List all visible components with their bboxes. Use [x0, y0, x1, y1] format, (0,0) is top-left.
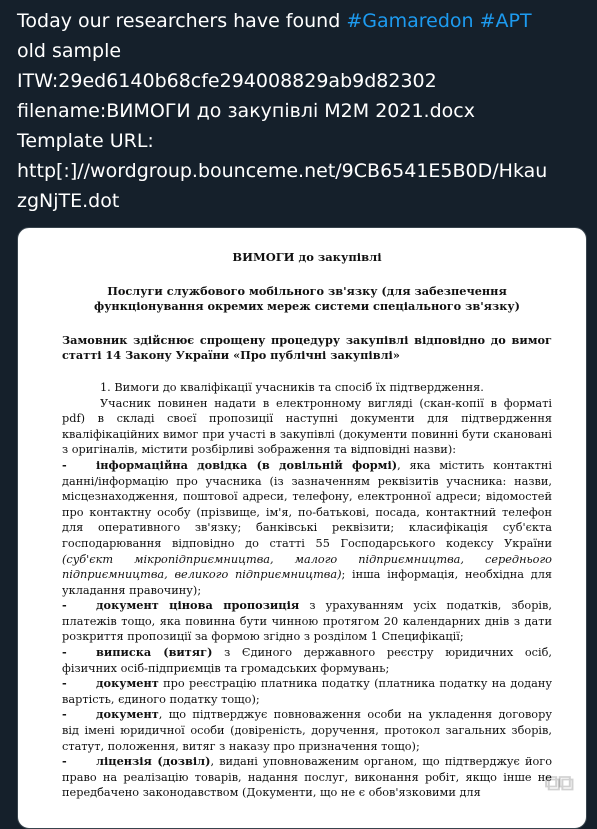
hashtag-apt-link[interactable]: #APT [479, 10, 532, 32]
tweet-line-url-2: zgNjTE.dot [17, 190, 120, 212]
attached-document-image[interactable] [17, 227, 587, 829]
list-item-bold: документ цінова пропозиція [96, 598, 300, 613]
list-item-bold: виписка (витяг) [96, 645, 213, 660]
document-intro: Замовник здійснює спрощену процедуру закупівлі відповідно до вимог статті 14 Закону України «Про публічні закупівлі» [62, 332, 552, 363]
tweet-line-1 [17, 6, 587, 36]
tweet-intro-text: Today our researchers have found [17, 10, 347, 32]
list-item-text: про реєстрацію платника податку (платника податку на додану вартість, єдиного податку тощо); [62, 677, 552, 706]
list-dash: - [62, 457, 67, 472]
tweet-line-2: old sample [17, 40, 122, 62]
requirements-list [62, 458, 552, 801]
tweet-line-url-1: http[:]//wordgroup.bounceme.net/9CB6541E5B0D/Hkau [17, 160, 548, 182]
section-heading: 1. Вимоги до кваліфікації учасників та спосіб їх підтвердження. [100, 380, 484, 394]
list-dash: - [62, 598, 67, 613]
document-title: ВИМОГИ до закупівлі [232, 250, 382, 264]
list-item-text: , яка містить контактні данні/інформацію про учасника (із зазначенням реквізитів учасника: назви, місцезнаходження, поштової адреси, телефону, електронної адреси; відомостей про контактну особу (прізвище, ім'я, по-батькові, посада, контактний телефон для оперативного зв'язку; банківські реквізити; класифікація суб'єкта господарювання відповідно до статті 55 Господарського кодексу України [62, 458, 552, 550]
list-item-text: , що підтверджує повноваження особи на укладення договору від імені юридичної особи (довіреність, доручення, протокол загальних зборів, статут, положення, витяг з наказу про призначення тощо); [62, 708, 552, 753]
list-item [62, 458, 552, 598]
list-item-bold: документ [96, 676, 159, 691]
list-dash: - [62, 645, 67, 660]
list-dash: - [62, 707, 67, 722]
tweet-line-hash: ITW:29ed6140b68cfe294008829ab9d82302 [17, 70, 437, 92]
list-item-text: , видані уповноваженим органом, що підтверджує його право на реалізацію товарів, надання послуг, виконання робіт, якщо інше не передбачено законодавством (Документи, що не є обов'язковими для [62, 755, 552, 800]
tweet-line-template-label: Template URL: [17, 130, 154, 152]
watermark-logo: ⧉⧉ [544, 771, 572, 796]
list-item-bold: інформаційна довідка (в довільній формі) [96, 457, 398, 472]
document-subtitle: Послуги службового мобільного зв'язку (для забезпечення функціонування окремих мереж системи спеціального зв'язку) [94, 283, 520, 314]
list-dash: - [62, 676, 67, 691]
section-paragraph: Учасник повинен надати в електронному вигляді (скан-копії в форматі pdf) в складі своєї пропозиції наступні документи для підтвердження кваліфікаційних вимог при участі в закупівлі (документи повинні бути скановані з оригіналів, містити розбірливі зображення та відповідні назви): [62, 396, 552, 457]
list-item [62, 707, 552, 754]
list-item-text: з урахуванням усіх податків, зборів, платежів тощо, яка повинна бути чинною протягом 20 календарних днів з дати розкриття пропозиції за формою згідно з розділом 1 Специфікації; [62, 599, 552, 644]
document-page [62, 250, 552, 801]
list-item-text: з Єдиного державного реєстру юридичних осіб, фізичних осіб-підприємців та громадських формувань; [62, 646, 552, 675]
hashtag-gamaredon-link[interactable]: #Gamaredon [346, 10, 474, 32]
list-item [62, 754, 552, 801]
list-item-tail: ; інша інформація, необхідна для укладання правочину); [62, 568, 552, 597]
list-item [62, 598, 552, 645]
tweet-text [17, 6, 587, 216]
list-item [62, 645, 552, 676]
list-dash: - [62, 754, 67, 769]
list-item [62, 676, 552, 707]
tweet-line-filename: filename:ВИМОГИ до закупівлі М2М 2021.docx [17, 100, 475, 122]
list-item-bold: ліцензія (дозвіл) [96, 754, 211, 769]
list-item-italic: (суб'єкт мікропідприємництва, малого підприємництва, середнього підприємництва, великого підприємництва) [62, 552, 552, 582]
list-item-bold: документ [96, 707, 159, 722]
